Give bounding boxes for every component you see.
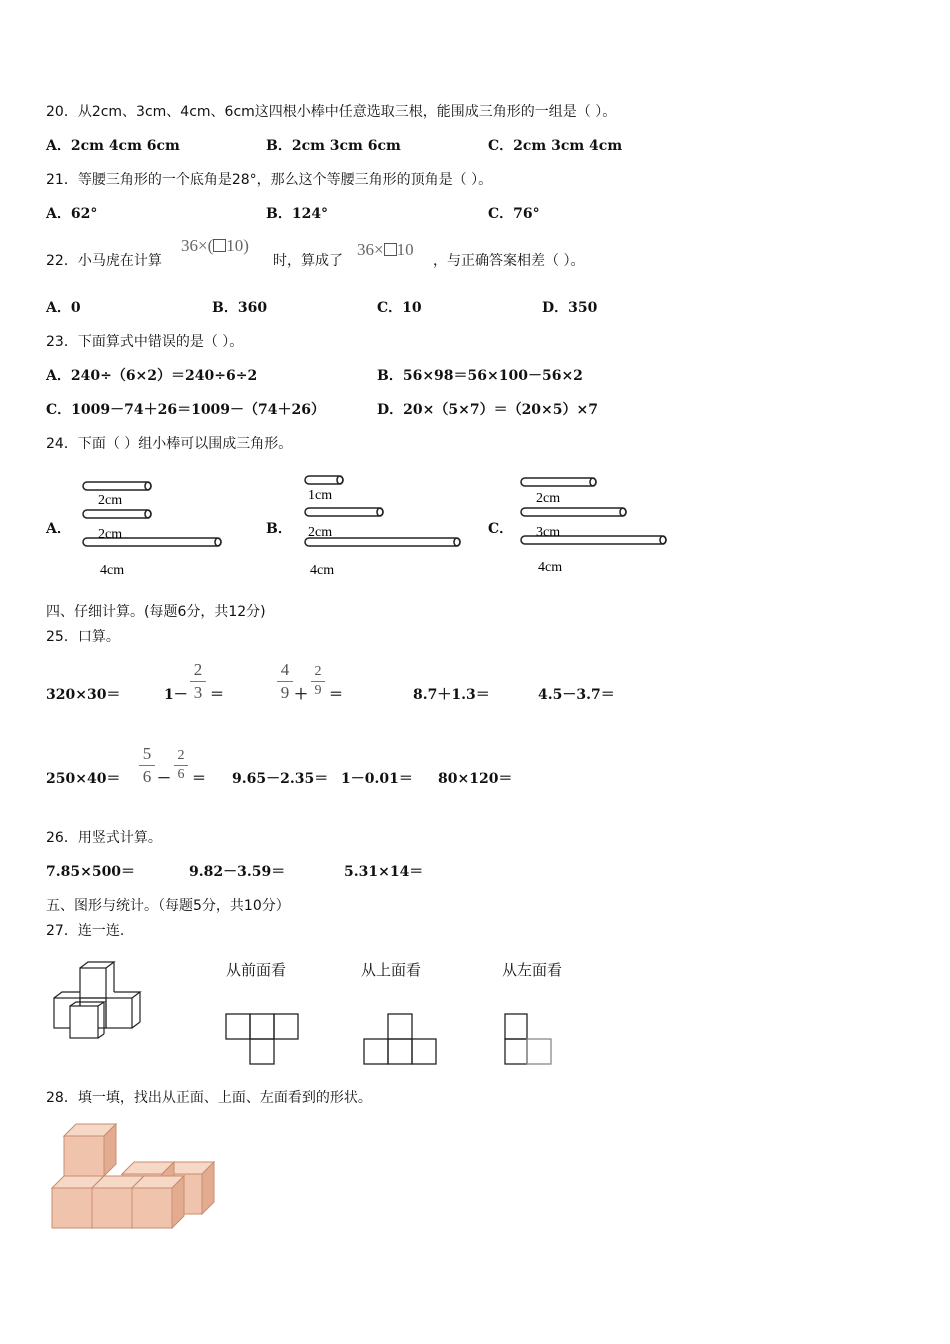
q25-expr-7-eq: ＝ <box>192 771 206 787</box>
stick-label: 4cm <box>100 563 125 578</box>
q21-option-b[interactable]: B．124° <box>266 206 329 222</box>
q22-option-d[interactable]: D．350 <box>542 300 598 316</box>
q26-expr-3: 5.31×14＝ <box>344 864 424 880</box>
q22-mid: 时，算成了 <box>273 253 343 269</box>
q24-sticks-c[interactable] <box>516 472 676 582</box>
q22-expression-correct: 36×( 10) <box>181 236 249 255</box>
view-shape-front[interactable] <box>224 1012 304 1067</box>
q21-stem: 21．等腰三角形的一个底角是28°，那么这个等腰三角形的顶角是（ ）。 <box>46 172 493 188</box>
q22-option-c[interactable]: C．10 <box>377 300 422 316</box>
stick-label: 2cm <box>98 493 123 508</box>
q27-solid-figure <box>50 958 160 1048</box>
q24-option-c-label[interactable]: C． <box>488 521 514 537</box>
q22-option-b[interactable]: B．360 <box>212 300 268 316</box>
stick-label: 2cm <box>98 527 123 542</box>
q24-stem: 24．下面（ ）组小棒可以围成三角形。 <box>46 436 293 452</box>
fraction-2-3: 2 3 <box>190 660 206 703</box>
q20-option-c[interactable]: C．2cm 3cm 4cm <box>488 138 623 154</box>
q25-expr-1: 320×30＝ <box>46 687 121 703</box>
q22-expression-wrong: 36× 10 <box>357 240 414 259</box>
q23-option-c[interactable]: C．1009－74＋26＝1009－（74＋26） <box>46 402 326 418</box>
blank-box-icon <box>213 239 226 252</box>
q20-option-a[interactable]: A．2cm 4cm 6cm <box>46 138 180 154</box>
stick-label: 4cm <box>538 560 563 575</box>
q23-stem: 23．下面算式中错误的是（ ）。 <box>46 334 244 350</box>
q20-option-b[interactable]: B．2cm 3cm 6cm <box>266 138 401 154</box>
q23-option-b[interactable]: B．56×98＝56×100－56×2 <box>377 368 583 384</box>
q28-stem: 28．填一填，找出从正面、上面、左面看到的形状。 <box>46 1090 372 1106</box>
q25-expr-10: 80×120＝ <box>438 771 513 787</box>
q21-option-a[interactable]: A．62° <box>46 206 98 222</box>
stick-label: 2cm <box>308 525 333 540</box>
q27-stem: 27．连一连. <box>46 923 125 939</box>
q22-prefix: 22．小马虎在计算 <box>46 253 162 269</box>
stick-label: 3cm <box>536 525 561 540</box>
q22-suffix: ，与正确答案相差（ ）。 <box>433 253 585 269</box>
q23-option-a[interactable]: A．240÷（6×2）＝240÷6÷2 <box>46 368 258 384</box>
q25-expr-3-eq: ＝ <box>329 687 343 703</box>
q24-sticks-b[interactable] <box>300 468 470 583</box>
blank-box-icon <box>384 243 397 256</box>
q25-stem: 25．口算。 <box>46 629 120 645</box>
cube-front-face <box>64 1136 104 1176</box>
q28-cube-figure <box>50 1122 210 1237</box>
q24-sticks-a[interactable] <box>78 472 228 582</box>
cube-front-face <box>92 1188 132 1228</box>
fraction-2-6: 2 6 <box>174 748 188 783</box>
q25-expr-2-eq: ＝ <box>210 687 224 703</box>
view-shape-left[interactable] <box>503 1012 563 1067</box>
cube-front-face <box>132 1188 172 1228</box>
q24-option-a-label[interactable]: A． <box>46 521 71 537</box>
view-label-top: 从上面看 <box>361 961 422 979</box>
stick-label: 2cm <box>536 491 561 506</box>
stick-label: 1cm <box>308 488 333 503</box>
q25-expr-6: 250×40＝ <box>46 771 121 787</box>
q25-expr-4: 8.7＋1.3＝ <box>413 687 490 703</box>
q25-expr-9: 1－0.01＝ <box>341 771 413 787</box>
q25-expr-8: 9.65－2.35＝ <box>232 771 329 787</box>
q25-expr-5: 4.5－3.7＝ <box>538 687 615 703</box>
q25-expr-2-whole: 1－ <box>164 687 188 703</box>
q26-expr-2: 9.82－3.59＝ <box>189 864 286 880</box>
fraction-4-9: 4 9 <box>277 660 293 703</box>
q24-option-b-label[interactable]: B． <box>266 521 292 537</box>
fraction-2-9: 2 9 <box>311 664 325 699</box>
q26-stem: 26．用竖式计算。 <box>46 830 162 846</box>
q25-expr-3-op: ＋ <box>294 687 308 703</box>
q23-option-d[interactable]: D．20×（5×7）＝（20×5）×7 <box>377 402 598 418</box>
view-label-front: 从前面看 <box>226 961 287 979</box>
section-4-heading: 四、仔细计算。(每题6分，共12分) <box>46 604 266 620</box>
cube-front-face <box>52 1188 92 1228</box>
q20-stem: 20．从2cm、3cm、4cm、6cm这四根小棒中任意选取三根，能围成三角形的一组是（ ）。 <box>46 104 617 120</box>
stick-label: 4cm <box>310 563 335 578</box>
q21-option-c[interactable]: C．76° <box>488 206 540 222</box>
q26-expr-1: 7.85×500＝ <box>46 864 136 880</box>
q25-expr-7-op: － <box>157 771 171 787</box>
section-5-heading: 五、图形与统计。（每题5分，共10分） <box>46 898 290 914</box>
view-shape-top[interactable] <box>362 1012 442 1067</box>
view-label-left: 从左面看 <box>502 961 563 979</box>
fraction-5-6: 5 6 <box>139 744 155 787</box>
q22-option-a[interactable]: A．0 <box>46 300 81 316</box>
